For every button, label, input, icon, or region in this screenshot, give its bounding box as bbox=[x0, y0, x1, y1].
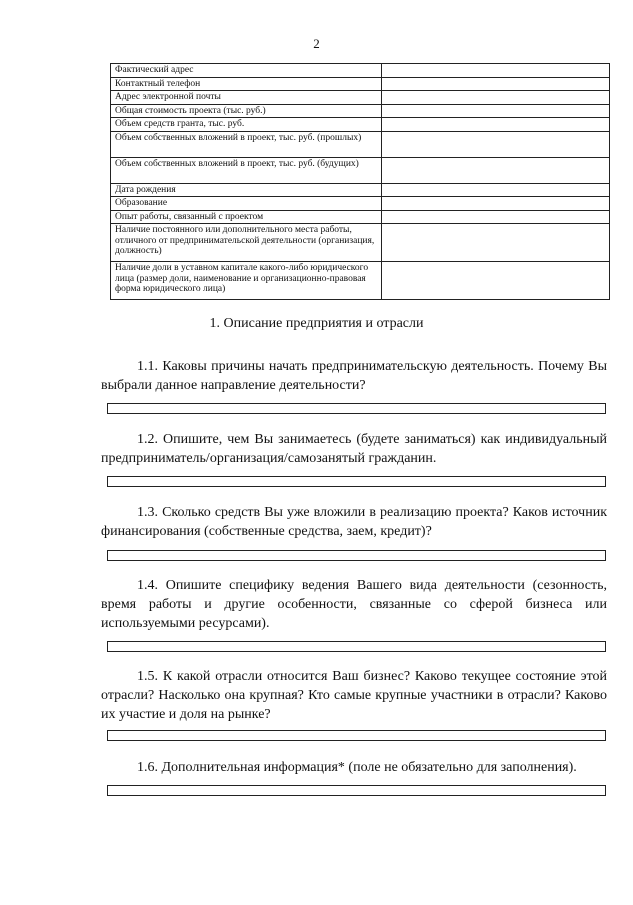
row-label-own-investment-future: Объем собственных вложений в проект, тыс. руб. (будущих) bbox=[111, 157, 382, 183]
answer-box-1-4[interactable] bbox=[107, 641, 606, 652]
row-value-actual-address[interactable] bbox=[382, 64, 610, 78]
row-label-education: Образование bbox=[111, 197, 382, 211]
question-1-2: 1.2. Опишите, чем Вы занимаетесь (будете заниматься) как индивидуальный предприниматель/организация/самозанятый гражданин. bbox=[101, 432, 607, 466]
answer-box-1-2[interactable] bbox=[107, 476, 606, 487]
row-value-project-cost[interactable] bbox=[382, 104, 610, 118]
applicant-info-table bbox=[110, 63, 610, 300]
table-row bbox=[111, 104, 610, 118]
table-row bbox=[111, 77, 610, 91]
table-row bbox=[111, 131, 610, 157]
row-label-grant-amount: Объем средств гранта, тыс. руб. bbox=[111, 118, 382, 132]
table-row bbox=[111, 262, 610, 300]
row-label-employment: Наличие постоянного или дополнительного места работы, отличного от предпринимательской деятельности (организация, должность) bbox=[111, 224, 382, 262]
table-row bbox=[111, 224, 610, 262]
row-label-actual-address: Фактический адрес bbox=[111, 64, 382, 78]
row-label-project-cost: Общая стоимость проекта (тыс. руб.) bbox=[111, 104, 382, 118]
row-value-own-investment-future[interactable] bbox=[382, 157, 610, 183]
row-value-education[interactable] bbox=[382, 197, 610, 211]
row-label-email: Адрес электронной почты bbox=[111, 91, 382, 105]
page-number: 2 bbox=[313, 36, 320, 51]
row-label-phone: Контактный телефон bbox=[111, 77, 382, 91]
table-row bbox=[111, 157, 610, 183]
row-label-own-investment-past: Объем собственных вложений в проект, тыс. руб. (прошлых) bbox=[111, 131, 382, 157]
answer-box-1-6[interactable] bbox=[107, 785, 606, 796]
question-1-3: 1.3. Сколько средств Вы уже вложили в реализацию проекта? Каков источник финансирования (собственные средства, заем, кредит)? bbox=[101, 505, 607, 539]
question-1-5: 1.5. К какой отрасли относится Ваш бизнес? Каково текущее состояние этой отрасли? Насколько она крупная? Кто самые крупные участники в отрасли? Каково их участие и доля на рынке? bbox=[101, 669, 607, 722]
answer-box-1-5[interactable] bbox=[107, 730, 606, 741]
answer-box-1-3[interactable] bbox=[107, 550, 606, 561]
row-label-birth-date: Дата рождения bbox=[111, 183, 382, 197]
question-1-6: 1.6. Дополнительная информация* (поле не обязательно для заполнения). bbox=[137, 760, 577, 775]
row-value-grant-amount[interactable] bbox=[382, 118, 610, 132]
row-label-capital-share: Наличие доли в уставном капитале какого-либо юридического лица (размер доли, наименование и организационно-правовая форма юридического лица) bbox=[111, 262, 382, 300]
row-value-employment[interactable] bbox=[382, 224, 610, 262]
table-row bbox=[111, 118, 610, 132]
row-value-phone[interactable] bbox=[382, 77, 610, 91]
table-row bbox=[111, 197, 610, 211]
row-value-work-experience[interactable] bbox=[382, 210, 610, 224]
section-title: 1. Описание предприятия и отрасли bbox=[209, 316, 424, 331]
row-value-birth-date[interactable] bbox=[382, 183, 610, 197]
row-value-own-investment-past[interactable] bbox=[382, 131, 610, 157]
question-1-1: 1.1. Каковы причины начать предпринимательскую деятельность. Почему Вы выбрали данное направление деятельности? bbox=[101, 359, 607, 393]
table-row bbox=[111, 64, 610, 78]
question-1-4: 1.4. Опишите специфику ведения Вашего вида деятельности (сезонность, время работы и другие особенности, связанные со сферой бизнеса или используемыми ресурсами). bbox=[101, 578, 607, 631]
table-row bbox=[111, 183, 610, 197]
row-label-work-experience: Опыт работы, связанный с проектом bbox=[111, 210, 382, 224]
table-row bbox=[111, 91, 610, 105]
answer-box-1-1[interactable] bbox=[107, 403, 606, 414]
table-row bbox=[111, 210, 610, 224]
row-value-email[interactable] bbox=[382, 91, 610, 105]
row-value-capital-share[interactable] bbox=[382, 262, 610, 300]
